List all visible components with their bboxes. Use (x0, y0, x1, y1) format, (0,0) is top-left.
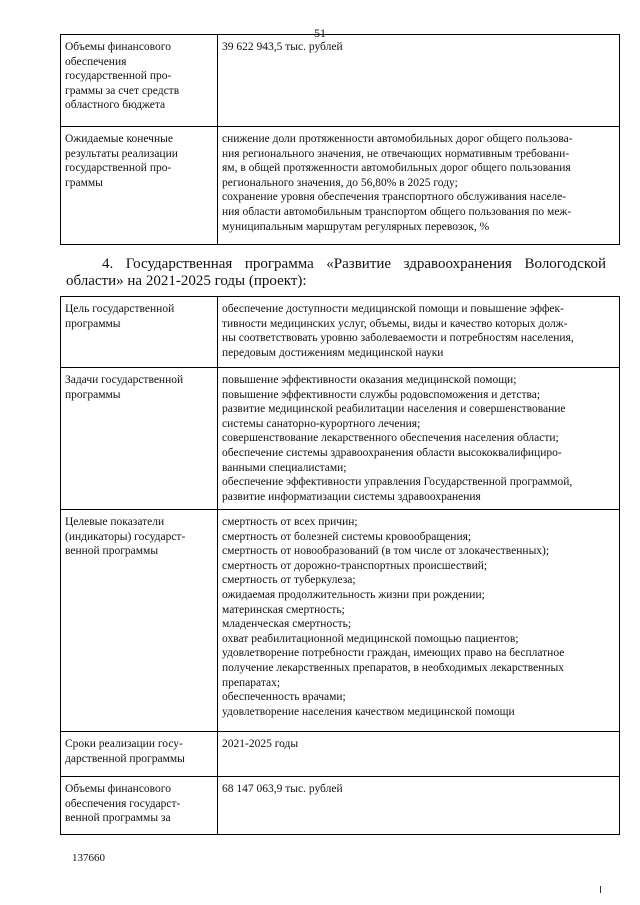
content-line: повышение эффективности службы родовспоможения и детства; (222, 388, 541, 401)
content-line: ожидаемая продолжительность жизни при рождении; (222, 588, 485, 601)
row-label (61, 732, 218, 777)
content-line: охват реабилитационной медицинской помощью пациентов; (222, 632, 519, 645)
content-line: получение лекарственных препаратов, в необходимых лекарственных (222, 661, 564, 674)
label-line: венной программы (65, 545, 159, 558)
section-heading-line: 4. Государственная программа «Развитие здравоохранения Вологодской (102, 256, 606, 272)
content-line: муниципальным маршрутам регулярных перевозок, % (222, 220, 490, 233)
content-line: препаратах; (222, 676, 281, 689)
label-line: государственной про- (65, 70, 172, 83)
row-label (61, 510, 218, 732)
row-content (218, 368, 620, 510)
top-table (60, 34, 620, 245)
content-line: 39 622 943,5 тыс. рублей (222, 41, 343, 53)
row-label (61, 35, 218, 127)
content-line: материнская смертность; (222, 603, 345, 616)
table-row-timeline (61, 732, 620, 777)
content-line: передовым достижениям медицинской науки (222, 346, 444, 359)
label-line: программы (65, 388, 121, 401)
content-line: удовлетворение потребности граждан, имеющих право на бесплатное (222, 647, 565, 660)
content-line: смертность от дорожно-транспортных происшествий; (222, 559, 488, 572)
label-line: государственной про- (65, 162, 172, 175)
label-line: Объемы финансового (65, 41, 171, 53)
content-line: удовлетворение населения качеством медицинской помощи (222, 705, 515, 718)
label-line: (индикаторы) государст- (65, 530, 186, 543)
row-label (61, 777, 218, 835)
content-line: ванными специалистами; (222, 461, 347, 474)
scan-mark (600, 886, 601, 893)
content-line: повышение эффективности оказания медицинской помощи; (222, 374, 517, 386)
row-content (218, 127, 620, 245)
program-passport-table (60, 296, 620, 835)
content-line: снижение доли протяженности автомобильных дорог общего пользова- (222, 133, 573, 145)
table-row-goal (61, 297, 620, 368)
section-heading (66, 256, 606, 290)
content-line: 68 147 063,9 тыс. рублей (222, 783, 343, 795)
label-line: результаты реализации (65, 147, 178, 160)
content-line: смертность от всех причин; (222, 516, 358, 528)
label-line: граммы за счет средств (65, 84, 180, 97)
content-line: тивности медицинских услуг, объемы, виды и качество которых долж- (222, 317, 568, 330)
table-row-expected-results (61, 127, 620, 245)
label-line: обеспечения государст- (65, 797, 181, 810)
row-content (218, 777, 620, 835)
row-label (61, 297, 218, 368)
content-line: ния области автомобильным транспортом общего пользования по меж- (222, 205, 572, 218)
label-line: обеспечения (65, 55, 127, 68)
label-line: дарственной программы (65, 752, 185, 765)
label-line: Цель государственной (65, 303, 175, 315)
row-content (218, 510, 620, 732)
content-line: обеспечение эффективности управления Государственной программой, (222, 476, 573, 489)
content-line: совершенствование лекарственного обеспечения населения области; (222, 432, 559, 445)
content-line: сохранение уровня обеспечения транспортного обслуживания населе- (222, 191, 567, 204)
content-line: обеспеченность врачами; (222, 691, 346, 704)
document-code: 137660 (72, 852, 105, 864)
label-line: граммы (65, 176, 103, 189)
label-line: Объемы финансового (65, 783, 171, 795)
label-line: программы (65, 317, 121, 330)
content-line: системы санаторно-курортного лечения; (222, 417, 421, 430)
content-line: ям, в общей протяженности автомобильных дорог общего пользования (222, 162, 571, 175)
page-number: 51 (314, 26, 326, 40)
row-content (218, 35, 620, 127)
label-line: венной программы за (65, 812, 171, 825)
label-line: Задачи государственной (65, 374, 184, 386)
content-line: регионального значения, до 56,80% в 2025 году; (222, 176, 458, 189)
content-line: обеспечение системы здравоохранения области высококвалифициро- (222, 446, 562, 459)
row-label (61, 368, 218, 510)
label-line: Ожидаемые конечные (65, 133, 173, 145)
table-row-financing (61, 777, 620, 835)
table-row-financing-regional (61, 35, 620, 127)
label-line: областного бюджета (65, 99, 166, 112)
content-line: ны соответствовать уровню заболеваемости и потребностям населения, (222, 332, 574, 345)
label-line: Целевые показатели (65, 516, 165, 528)
content-line: смертность от новообразований (в том числе от злокачественных); (222, 545, 550, 558)
section-heading-line: области» на 2021-2025 годы (проект): (66, 273, 307, 289)
content-line: ния регионального значения, не отвечающих нормативным требовани- (222, 147, 570, 160)
content-line: обеспечение доступности медицинской помощи и повышение эффек- (222, 303, 564, 315)
row-content (218, 732, 620, 777)
content-line: развитие информатизации системы здравоохранения (222, 490, 481, 503)
label-line: Сроки реализации госу- (65, 738, 183, 750)
row-label (61, 127, 218, 245)
content-line: смертность от болезней системы кровообращения; (222, 530, 472, 543)
content-line: младенческая смертность; (222, 618, 352, 631)
table-row-indicators (61, 510, 620, 732)
table-row-tasks (61, 368, 620, 510)
content-line: смертность от туберкулеза; (222, 574, 356, 587)
row-content (218, 297, 620, 368)
content-line: 2021-2025 годы (222, 738, 299, 750)
content-line: развитие медицинской реабилитации населения и совершенствование (222, 403, 566, 416)
